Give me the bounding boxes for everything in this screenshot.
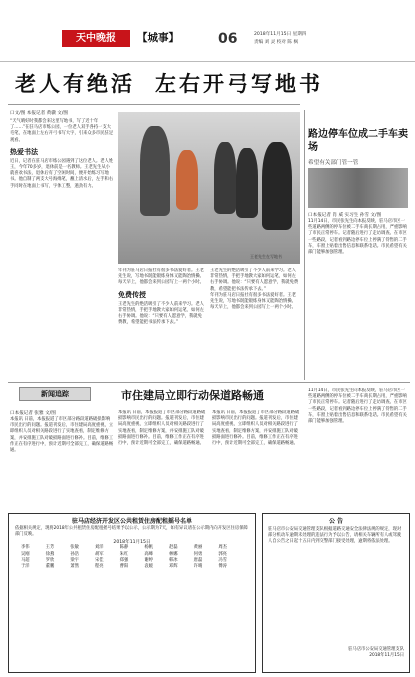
name-entry: 黄丽 xyxy=(193,545,203,551)
name-entry: 冯雪 xyxy=(218,558,227,563)
mid-column-2 xyxy=(210,268,300,352)
column-divider xyxy=(304,110,305,380)
public-notice-date: 2018年11月15日 xyxy=(369,653,404,659)
mid-body-1: 年刊为驻马店日报社有很多书法爱好者。王老先生说，写地书既能锻炼身体又能陶冶情操。每天早上，他都会来到公园写上一两个小时。 xyxy=(118,268,204,286)
name-entry: 何勇 xyxy=(193,551,203,557)
name-entry: 邓辉 xyxy=(168,564,178,570)
lead-intro: “天气晴好时我都会来这里写地书，写了近十年了……”在驻马店市练公园，一位老人双手各持一支大毛笔，在地面上左右开弓书写大字，引来众多市民驻足观看。 xyxy=(10,119,114,143)
main-headline xyxy=(15,68,323,98)
right-story-photo xyxy=(308,168,408,208)
news-column-1 xyxy=(10,410,114,508)
section-name: 【城事】 xyxy=(137,32,179,44)
newspaper-logo: 天中晚报 xyxy=(62,30,130,47)
news-column-2 xyxy=(118,410,208,508)
lead-body: 近日，记者在驻马店市练公园遇到了这位老人。老人姓王，今年70多岁，退休前是一名教师。王老先生从小就喜欢书法，退休后有了空闲时间，便开始练习写地书。他自制了两支大号海绵笔，蘸上清水后，左手和右手同时在地面上书写，字体工整，遒劲有力。 xyxy=(10,158,114,189)
headline-left: 老人有绝活 xyxy=(15,71,135,96)
section-rule xyxy=(8,382,410,383)
name-entry: 许晴 xyxy=(193,564,203,570)
lead-column xyxy=(10,110,114,350)
mid-subhead: 免费传授 xyxy=(118,290,146,299)
name-entry: 程亮 xyxy=(94,564,104,570)
name-entry: 杨帆 xyxy=(144,545,153,551)
housing-notice-date: 2018年11月15日 xyxy=(113,540,151,546)
news-follow-tag: 新闻追踪 xyxy=(19,387,91,401)
right-story-byline: 口本报记者 肖 威 实习生 孙雪 文/图 xyxy=(308,213,382,218)
mid-column-1 xyxy=(118,268,206,352)
name-entry: 郭亮 xyxy=(218,551,227,557)
mid-body-1-continued: 年刊为驻马店日报社有很多书法爱好者。王老先生说，写地书既能锻炼身体又能陶冶情操。每天早上，他都会来到公园写上一两个小时。 xyxy=(210,292,296,311)
name-entry: 高峰 xyxy=(144,551,153,557)
name-entry: 周杰 xyxy=(218,545,227,551)
name-entry: 曹阳 xyxy=(119,564,129,570)
headline-rule xyxy=(8,104,300,105)
name-entry: 张敏 xyxy=(70,545,79,551)
name-entry: 孙浩 xyxy=(70,551,79,557)
name-entry: 袁媛 xyxy=(144,564,153,570)
public-notice-signature: 驻马店市公安局交通管理支队 xyxy=(348,647,404,652)
mid-body-2-continued: 王老先生的绝活吸引了不少人前来学习。老人非常热情，手把手地教大家如何运笔、如何左右手协调。他说：“只要有人愿意学，我就免费教，希望能把书法传承下去。” xyxy=(210,268,299,292)
housing-notice-title: 驻马店经济开发区公共租赁住房配租摇号名单 xyxy=(71,518,192,525)
mid-body-2: 王老先生的绝活吸引了不少人前来学习。老人非常热情，手把手地教大家如何运笔、如何左右手协调。他说：“只要有人愿意学，我就免费教，希望能把书法传承下去。” xyxy=(118,301,204,326)
right-story-column xyxy=(308,212,408,380)
name-entry: 刘洋 xyxy=(94,545,104,551)
photo-caption: 王老先生在写地书 xyxy=(250,254,282,259)
name-entry: 韩冰 xyxy=(168,558,178,563)
right-story-body: 11月14日，市民张先生向本报反映，驻马店市区一些道路两侧的停车位被二手车商长期占用，严重影响了市民正常停车。记者随后进行了走访调查。在市区一些路段，记者看到路边停车位上停满了待售的二手车，车窗上贴着出售信息和联系电话。市民希望有关部门能够加强管理。 xyxy=(308,219,407,256)
name-entry: 梁宇 xyxy=(70,558,79,563)
name-entry: 王芳 xyxy=(45,545,55,551)
news-column-3 xyxy=(212,410,302,508)
public-notice-title: 公 告 xyxy=(328,518,344,525)
name-entry: 赵磊 xyxy=(168,545,178,551)
name-entry: 胡军 xyxy=(94,551,104,557)
page-number: 06 xyxy=(218,31,238,47)
news-body-continued: 本报讯 日前，本报报道了市区部分路段道路破损影响市民出行的问题。报道刊发后，市住建局高度重视，立即组织人员对相关路段进行了实地查看，制定维修方案，并安排施工队对破损路面进行修补。目前，维修工作正在有序进行中，预计近期可全部完工，确保道路畅通。 xyxy=(118,410,206,447)
right-story-body-continued: 11月14日，市民张先生向本报反映，驻马店市区一些道路两侧的停车位被二手车商长期占用，严重影响了市民正常停车。记者随后进行了走访调查。在市区一些路段，记者看到路边停车位上停满了待售的二手车，车窗上贴着出售信息和联系电话。市民希望有关部门能够加强管理。 xyxy=(308,388,407,425)
issue-date: 2018年11月15日 星期四 xyxy=(254,32,307,37)
public-notice-body: 驻马店市公安局交通管理支队根据道路交通安全法律法规的规定，现对部分机动车逾期未处理的违法行为予以公告，请相关车辆所有人或驾驶人自公告之日起十五日内到交警部门接受处理，逾期将依法处理。 xyxy=(268,527,402,545)
name-entry: 徐燕 xyxy=(45,551,55,557)
photo-figure-elder xyxy=(140,126,170,216)
name-entry: 罗欣 xyxy=(45,558,55,563)
name-entry: 唐磊 xyxy=(193,558,203,563)
story-photo xyxy=(118,112,300,264)
right-story-title: 路边停车位成二手车卖场 xyxy=(308,129,408,153)
right-story-column-continued xyxy=(308,388,408,508)
name-entry: 李伟 xyxy=(21,545,30,551)
right-story-subtitle: 希望有关部门管一管 xyxy=(308,160,359,166)
housing-notice-box xyxy=(8,513,256,673)
name-entry: 马超 xyxy=(21,558,30,563)
name-entry: 吴刚 xyxy=(21,551,30,557)
headline-right: 左右开弓写地书 xyxy=(155,71,323,96)
name-entry: 董鹏 xyxy=(45,564,55,570)
lead-subhead: 热爱书法 xyxy=(10,147,38,156)
photo-figure-child xyxy=(176,150,198,210)
photo-figure-child xyxy=(236,148,258,218)
name-entry: 郑强 xyxy=(119,558,129,563)
photo-figure-child xyxy=(262,142,292,230)
news-body: 本报讯 日前，本报报道了市区部分路段道路破损影响市民出行的问题。报道刊发后，市住建局高度重视，立即组织人员对相关路段进行了实地查看，制定维修方案，并安排施工队对破损路面进行修补。目前，维修工作正在有序进行中，预计近期可全部完工，确保道路畅通。 xyxy=(10,417,114,454)
lead-byline: 口文/图 本报记者 黄骥 文/图 xyxy=(10,111,69,116)
name-entry: 傅涛 xyxy=(218,564,227,570)
name-entry: 陈静 xyxy=(119,545,129,551)
housing-notice-intro: 依据相关规定，现将2018年公共租赁住房配租摇号结果予以公示，公示期为7天，如有异议请在公示期内向开发区住房保障部门反映。 xyxy=(15,526,248,538)
photo-figure-child xyxy=(214,142,236,214)
name-entry: 于洋 xyxy=(21,564,30,570)
editor-line: 责编 刘 灵 校对 陈 枫 xyxy=(254,40,299,45)
masthead xyxy=(0,0,415,62)
name-entry: 谢婷 xyxy=(144,558,153,563)
name-entry: 宋佳 xyxy=(94,558,104,563)
news-body-continued: 本报讯 日前，本报报道了市区部分路段道路破损影响市民出行的问题。报道刊发后，市住建局高度重视，立即组织人员对相关路段进行了实地查看，制定维修方案，并安排施工队对破损路面进行修补。目前，维修工作正在有序进行中，预计近期可全部完工，确保道路畅通。 xyxy=(212,410,300,447)
news-byline: 口本报记者 张雅 文/图 xyxy=(10,411,56,416)
public-notice-box xyxy=(262,513,410,673)
name-entry: 萧然 xyxy=(70,564,79,570)
housing-name-list xyxy=(9,545,255,570)
news-headline: 市住建局立即行动保道路畅通 xyxy=(121,389,264,402)
name-entry: 林娜 xyxy=(168,551,178,557)
name-entry: 朱红 xyxy=(119,551,129,557)
